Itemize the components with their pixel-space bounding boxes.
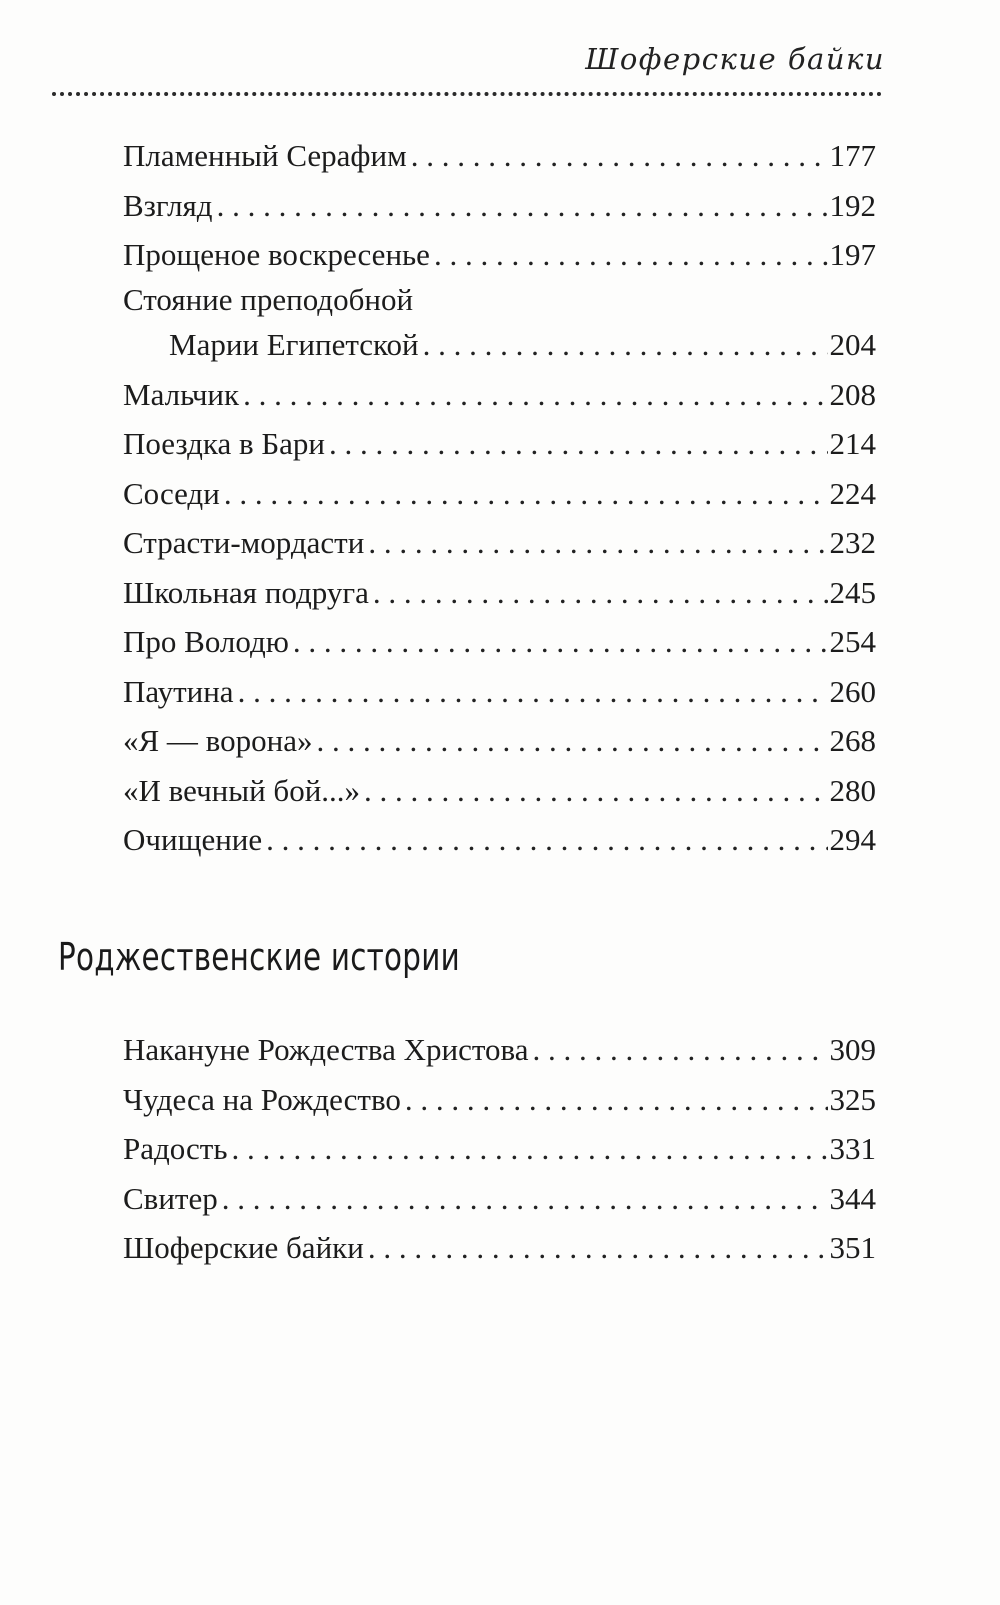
dot-leader <box>411 131 828 181</box>
toc-entry-page: 268 <box>829 723 876 758</box>
toc-entry[interactable] <box>123 815 876 865</box>
toc-entry-title: Взгляд <box>123 187 213 223</box>
toc-entry-title: Радость <box>123 1131 228 1166</box>
toc-entry-title: Мальчик <box>123 376 240 412</box>
toc-entry-page: 294 <box>829 822 876 857</box>
toc-entry[interactable] <box>123 1124 876 1174</box>
running-head-title: Шоферские байки <box>585 42 885 76</box>
dot-leader <box>405 1075 828 1125</box>
dot-leader <box>434 230 828 280</box>
toc-entry[interactable] <box>123 370 876 420</box>
toc-entry-page: 208 <box>829 376 876 412</box>
toc-entry-page: 245 <box>829 574 876 610</box>
toc-entry[interactable] <box>123 518 876 568</box>
dot-leader <box>224 469 828 519</box>
dot-leader <box>293 617 828 667</box>
toc-entry-title-line1: Стояние преподобной <box>123 281 414 317</box>
table-of-contents-part-1 <box>123 131 876 865</box>
toc-entry-title: Накануне Рождества Христова <box>123 1032 529 1067</box>
dot-leader <box>364 766 827 816</box>
toc-entry[interactable] <box>123 419 876 469</box>
toc-entry[interactable] <box>123 667 876 717</box>
toc-entry-page: 260 <box>829 673 876 709</box>
table-of-contents-part-2 <box>123 1025 876 1273</box>
toc-entry-title: Поездка в Бари <box>123 426 325 461</box>
section-heading: Роджественские истории <box>58 935 460 979</box>
toc-entry-title: Чудеса на Рождество <box>123 1081 401 1117</box>
toc-entry[interactable] <box>123 469 876 519</box>
toc-entry-page: 224 <box>829 475 876 511</box>
toc-entry-title: Школьная подруга <box>123 574 369 610</box>
dot-leader <box>423 320 828 370</box>
toc-entry-title: Страсти-мордасти <box>123 525 365 560</box>
toc-entry-title: «Я — ворона» <box>123 723 313 758</box>
dot-leader <box>368 1223 828 1273</box>
toc-entry[interactable] <box>123 1223 876 1273</box>
toc-entry-title: Очищение <box>123 822 263 857</box>
dot-leader <box>373 568 828 618</box>
toc-entry-title: Соседи <box>123 475 220 511</box>
toc-entry-page: 331 <box>829 1131 876 1166</box>
toc-entry-page: 232 <box>829 525 876 560</box>
dot-leader <box>243 370 827 420</box>
toc-entry[interactable] <box>123 716 876 766</box>
dot-leader <box>533 1025 828 1075</box>
dot-leader <box>368 518 827 568</box>
toc-entry-page: 280 <box>829 772 876 808</box>
toc-entry[interactable] <box>123 1025 876 1075</box>
toc-entry-title: «И вечный бой...» <box>123 772 361 808</box>
toc-entry[interactable] <box>123 1075 876 1125</box>
toc-entry-title: Шоферские байки <box>123 1230 364 1265</box>
toc-entry-title: Прощеное воскресенье <box>123 237 430 272</box>
dot-leader <box>329 419 828 469</box>
header-dotted-rule <box>52 92 882 96</box>
toc-entry-page: 204 <box>829 326 876 362</box>
dot-leader <box>232 1124 828 1174</box>
toc-entry[interactable] <box>123 131 876 181</box>
toc-entry-title-line2: Марии Египетской <box>169 326 419 362</box>
dot-leader <box>266 815 827 865</box>
toc-entry[interactable] <box>123 617 876 667</box>
toc-entry[interactable] <box>123 230 876 280</box>
toc-entry-page: 344 <box>829 1180 876 1216</box>
toc-entry-page: 197 <box>829 237 876 272</box>
toc-entry[interactable] <box>123 1174 876 1224</box>
toc-entry-page: 177 <box>829 138 876 173</box>
dot-leader <box>316 716 827 766</box>
toc-entry-title: Пламенный Серафим <box>123 138 407 173</box>
toc-entry-page: 192 <box>829 187 876 223</box>
toc-entry-title: Паутина <box>123 673 234 709</box>
toc-entry-page: 309 <box>829 1032 876 1067</box>
dot-leader <box>222 1174 828 1224</box>
toc-entry-title: Свитер <box>123 1180 218 1216</box>
toc-entry[interactable] <box>123 568 876 618</box>
toc-entry-page: 351 <box>829 1230 876 1265</box>
dot-leader <box>217 181 828 231</box>
dot-leader <box>238 667 828 717</box>
toc-entry-title: Про Володю <box>123 624 289 659</box>
toc-entry-page: 254 <box>829 624 876 659</box>
toc-entry[interactable] <box>123 766 876 816</box>
toc-entry-page: 214 <box>829 426 876 461</box>
toc-entry-page: 325 <box>829 1081 876 1117</box>
toc-entry[interactable] <box>123 280 876 370</box>
toc-entry[interactable] <box>123 181 876 231</box>
